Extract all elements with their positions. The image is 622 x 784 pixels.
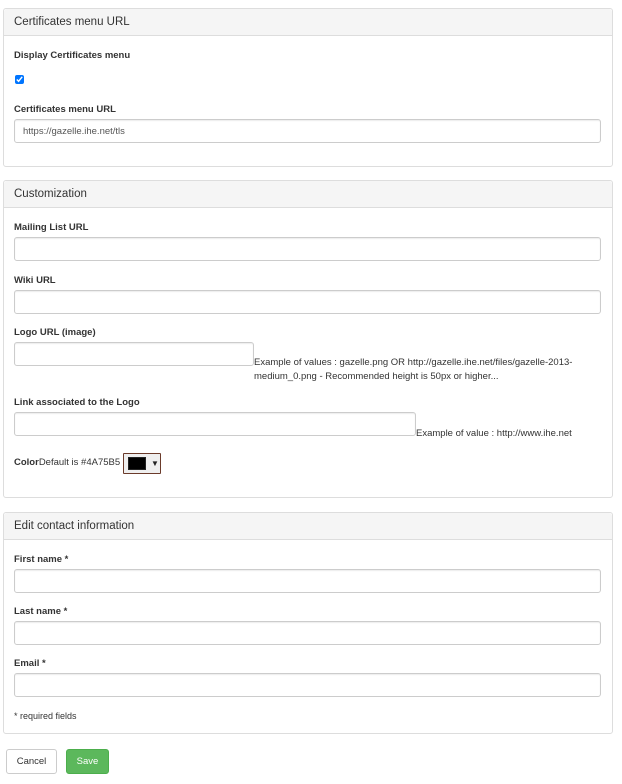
mailing-list-url-input[interactable] [14,237,601,261]
cancel-button[interactable]: Cancel [6,749,57,774]
certificates-panel-heading: Certificates menu URL [4,9,612,36]
wiki-url-label: Wiki URL [14,275,56,286]
first-name-label: First name * [14,554,69,565]
customization-panel-heading: Customization [4,181,612,208]
certificates-url-label: Certificates menu URL [14,104,116,115]
first-name-input[interactable] [14,569,601,593]
color-default-help: Default is #4A75B5 [38,457,121,468]
display-certificates-label: Display Certificates menu [14,50,131,61]
certificates-url-input[interactable] [14,119,601,143]
wiki-url-input[interactable] [14,290,601,314]
last-name-label: Last name * [14,606,68,617]
logo-url-help-line2: medium_0.png - Recommended height is 50px or higher... [254,371,499,382]
color-label: Color [14,457,39,468]
display-certificates-checkbox[interactable] [15,75,24,84]
customization-panel [3,180,613,498]
logo-url-label: Logo URL (image) [14,327,96,338]
logo-link-input[interactable] [14,412,416,436]
mailing-list-url-label: Mailing List URL [14,222,89,233]
email-input[interactable] [14,673,601,697]
logo-link-label: Link associated to the Logo [14,397,140,408]
required-fields-note: * required fields [14,711,77,721]
contact-panel-heading: Edit contact information [4,513,612,540]
color-picker[interactable] [123,453,161,474]
last-name-input[interactable] [14,621,601,645]
logo-link-help: Example of value : http://www.ihe.net [416,428,572,439]
contact-panel [3,512,613,734]
color-row [14,456,120,470]
logo-url-help-line1: Example of values : gazelle.png OR http://gazelle.ihe.net/files/gazelle-2013- [254,357,573,368]
save-button[interactable]: Save [66,749,109,774]
color-swatch [128,457,146,470]
email-label: Email * [14,658,46,669]
caret-down-icon: ▼ [151,459,159,468]
logo-url-input[interactable] [14,342,254,366]
certificates-panel [3,8,613,167]
